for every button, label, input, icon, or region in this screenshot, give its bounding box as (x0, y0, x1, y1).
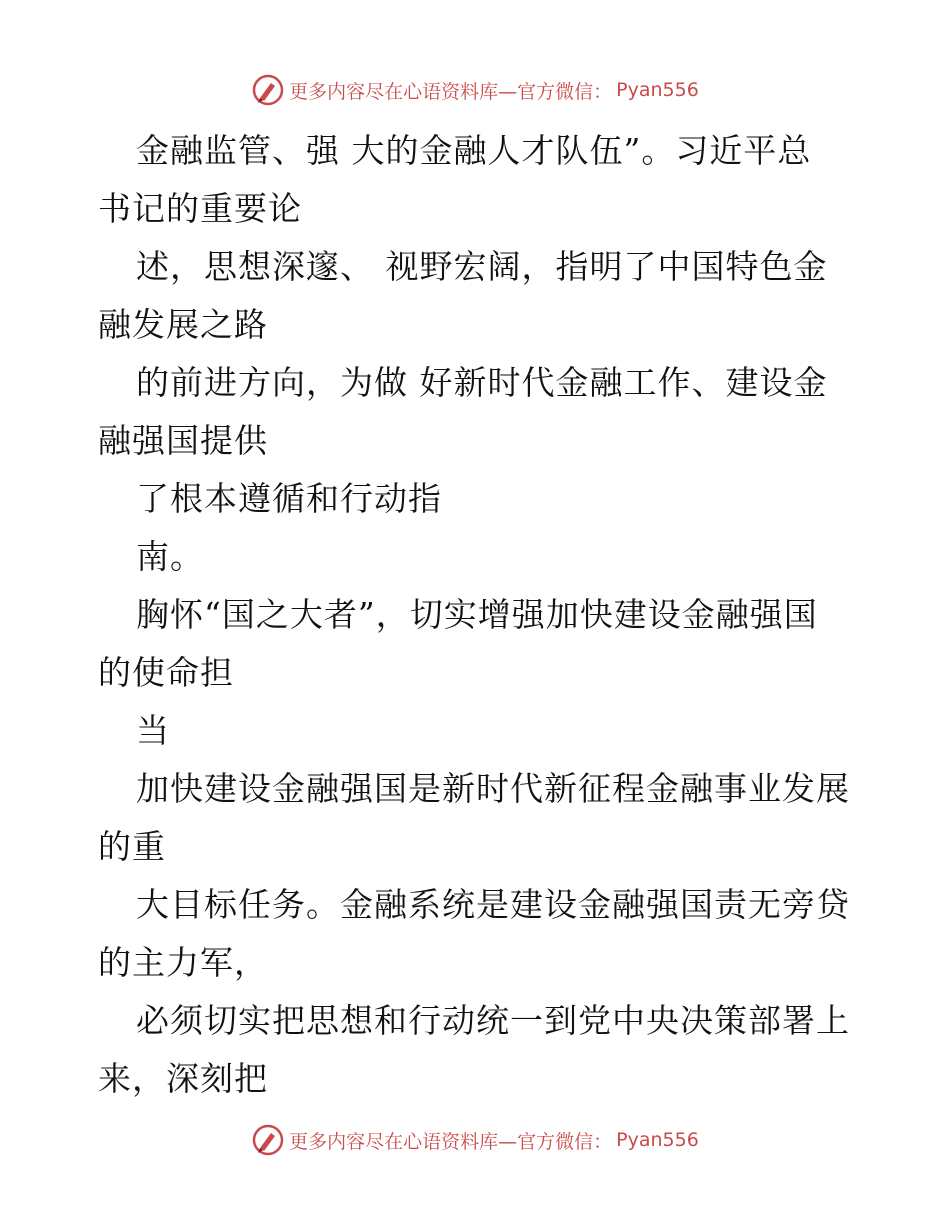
text-line: 南。 (136, 537, 204, 576)
text-line: 书记的重要论 (98, 189, 302, 228)
text-line: 的使命担 (98, 653, 234, 692)
text-line: 大目标任务。金融系统是建设金融强国责无旁贷 (136, 885, 850, 924)
text-line: 述，思想深邃、 视野宏阔，指明了中国特色金 (136, 247, 828, 286)
document-body (98, 122, 858, 1108)
text-line: 的前进方向，为做 好新时代金融工作、建设金 (136, 363, 828, 402)
pen-logo-icon (251, 1123, 285, 1157)
header-promo-text: 更多内容尽在心语资料库—官方微信： (289, 80, 613, 103)
text-line: 融强国提供 (98, 421, 268, 460)
text-line: 的主力军， (98, 943, 268, 982)
footer-watermark (0, 1120, 950, 1160)
text-line: 的重 (98, 827, 166, 866)
text-line: 融发展之路 (98, 305, 268, 344)
footer-wechat-id: Pyan556 (616, 1129, 699, 1151)
pen-logo-icon (251, 73, 285, 107)
footer-promo-text: 更多内容尽在心语资料库—官方微信： (289, 1130, 613, 1153)
text-line: 加快建设金融强国是新时代新征程金融事业发展 (136, 769, 850, 808)
text-line: 当 (136, 711, 170, 750)
text-line: 必须切实把思想和行动统一到党中央决策部署上 (136, 1001, 850, 1040)
text-line: 金融监管、强 大的金融人才队伍”。习近平总 (136, 131, 812, 170)
header-wechat-id: Pyan556 (616, 79, 699, 101)
text-line: 胸怀“国之大者”，切实增强加快建设金融强国 (136, 595, 818, 634)
text-line: 来，深刻把 (98, 1059, 268, 1098)
header-watermark (0, 70, 950, 110)
text-line: 了根本遵循和行动指 (136, 479, 442, 518)
